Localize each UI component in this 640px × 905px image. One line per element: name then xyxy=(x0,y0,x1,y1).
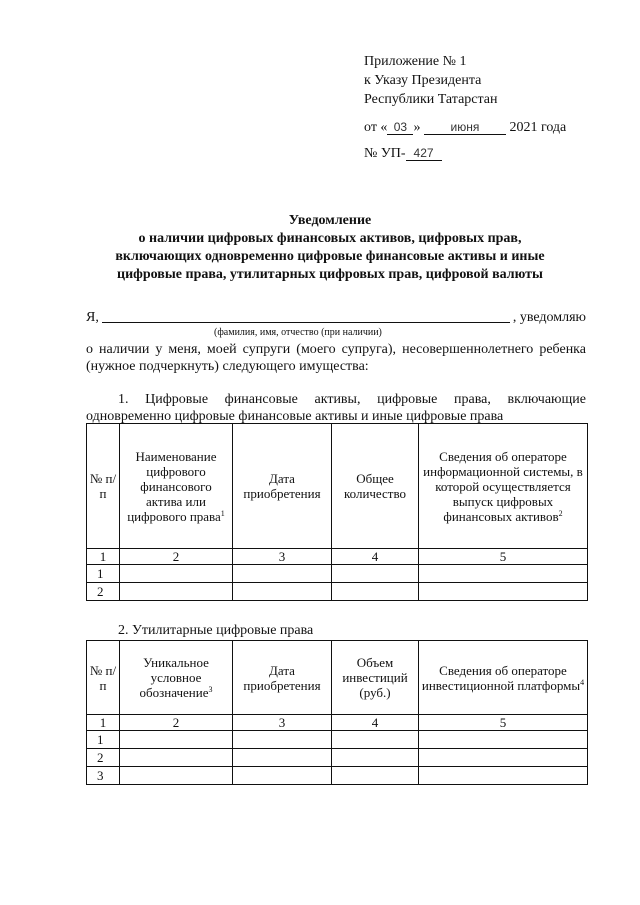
table-row xyxy=(87,583,588,601)
table-cell[interactable] xyxy=(332,583,419,601)
footnote-1: 1 xyxy=(220,508,225,518)
title-line-1: Уведомление xyxy=(288,213,372,228)
col-date-header: Дата приобретения xyxy=(233,641,332,715)
col-num: 1 xyxy=(87,715,120,731)
table-cell[interactable] xyxy=(120,565,233,583)
footnote-4: 4 xyxy=(580,677,585,687)
col-name-header: Наименование цифрового финансового актива или цифрового права$^1$ xyxy=(120,424,233,549)
table-row xyxy=(87,767,588,785)
declaration-line xyxy=(86,310,586,326)
col-designation-header: Уникальное условное обозначение$^3$ xyxy=(120,641,233,715)
table-cell[interactable] xyxy=(332,565,419,583)
table-cell[interactable] xyxy=(419,767,588,785)
title-line-3: включающих одновременно цифровые финансовые активы и иные xyxy=(115,249,545,264)
table-header-row xyxy=(87,424,588,549)
col-num: 4 xyxy=(332,549,419,565)
name-blank-field[interactable] xyxy=(102,321,510,323)
number-prefix: № УП- xyxy=(364,146,406,161)
col-operator-header: Сведения об операторе информационной системы, в которой осуществляется выпуск цифровых финансовых активов$^2$ xyxy=(419,424,588,549)
table-cell[interactable] xyxy=(233,767,332,785)
table-cell[interactable] xyxy=(419,749,588,767)
table-cell[interactable] xyxy=(419,583,588,601)
col-number-header: № п/п xyxy=(87,641,120,715)
table-cell[interactable] xyxy=(419,565,588,583)
footnote-2: 2 xyxy=(558,508,563,518)
table-row xyxy=(87,749,588,767)
col-num: 3 xyxy=(233,715,332,731)
table-cell[interactable] xyxy=(233,565,332,583)
table-cell[interactable] xyxy=(233,583,332,601)
appendix-date xyxy=(364,118,566,137)
appendix-line-1: Приложение № 1 xyxy=(364,54,467,69)
table-header-row xyxy=(87,641,588,715)
date-prefix: от « xyxy=(364,120,388,135)
row-number: 3 xyxy=(87,767,120,785)
declaration-suffix: , уведомляю xyxy=(512,310,586,325)
col-operator-header: Сведения об операторе инвестиционной платформы$^4$ xyxy=(419,641,588,715)
column-number-row xyxy=(87,715,588,731)
col-num: 5 xyxy=(419,715,588,731)
section2-heading: 2. Утилитарные цифровые права xyxy=(118,623,314,638)
declaration-text: о наличии у меня, моей супруги (моего супруга), несовершеннолетнего ребенка (нужное подчеркнуть) следующего имущества: xyxy=(86,342,586,374)
col-num: 2 xyxy=(120,715,233,731)
name-caption: (фамилия, имя, отчество (при наличии) xyxy=(214,327,382,338)
title-line-4: цифровые права, утилитарных цифровых прав, цифровой валюты xyxy=(117,267,543,282)
table-cell[interactable] xyxy=(419,731,588,749)
appendix-block xyxy=(364,52,566,163)
date-mid: » xyxy=(413,120,421,135)
table-cell[interactable] xyxy=(233,749,332,767)
footnote-3: 3 xyxy=(208,685,213,694)
col-num: 5 xyxy=(419,549,588,565)
col-num: 4 xyxy=(332,715,419,731)
date-year: 2021 года xyxy=(509,120,567,135)
title-line-2: о наличии цифровых финансовых активов, цифровых прав, xyxy=(138,231,522,246)
col-number-header: № п/п xyxy=(87,424,120,549)
row-number: 1 xyxy=(87,731,120,749)
col-investment-header: Объем инвестиций (руб.) xyxy=(332,641,419,715)
table-cell[interactable] xyxy=(332,731,419,749)
table-cell[interactable] xyxy=(233,731,332,749)
col-quantity-header: Общее количество xyxy=(332,424,419,549)
row-number: 1 xyxy=(87,565,120,583)
table-row xyxy=(87,731,588,749)
utilitarian-rights-table xyxy=(86,640,588,785)
document-title xyxy=(60,212,600,284)
appendix-number xyxy=(364,144,566,163)
declaration-prefix: Я, xyxy=(86,310,99,325)
digital-assets-table xyxy=(86,423,588,601)
table-cell[interactable] xyxy=(120,749,233,767)
number-value: 427 xyxy=(406,146,442,161)
appendix-line-3: Республики Татарстан xyxy=(364,92,498,107)
row-number: 2 xyxy=(87,583,120,601)
table-cell[interactable] xyxy=(120,767,233,785)
table-cell[interactable] xyxy=(332,767,419,785)
table-cell[interactable] xyxy=(120,583,233,601)
appendix-line-2: к Указу Президента xyxy=(364,73,482,88)
date-day: 03 xyxy=(387,120,413,135)
col-num: 1 xyxy=(87,549,120,565)
row-number: 2 xyxy=(87,749,120,767)
col-date-header: Дата приобретения xyxy=(233,424,332,549)
table-cell[interactable] xyxy=(120,731,233,749)
table-row xyxy=(87,565,588,583)
column-number-row xyxy=(87,549,588,565)
col-num: 3 xyxy=(233,549,332,565)
date-month: июня xyxy=(424,120,506,135)
section1-heading: 1. Цифровые финансовые активы, цифровые права, включающие одновременно цифровые финансовые активы и иные цифровые права xyxy=(86,392,586,424)
table-cell[interactable] xyxy=(332,749,419,767)
col-num: 2 xyxy=(120,549,233,565)
